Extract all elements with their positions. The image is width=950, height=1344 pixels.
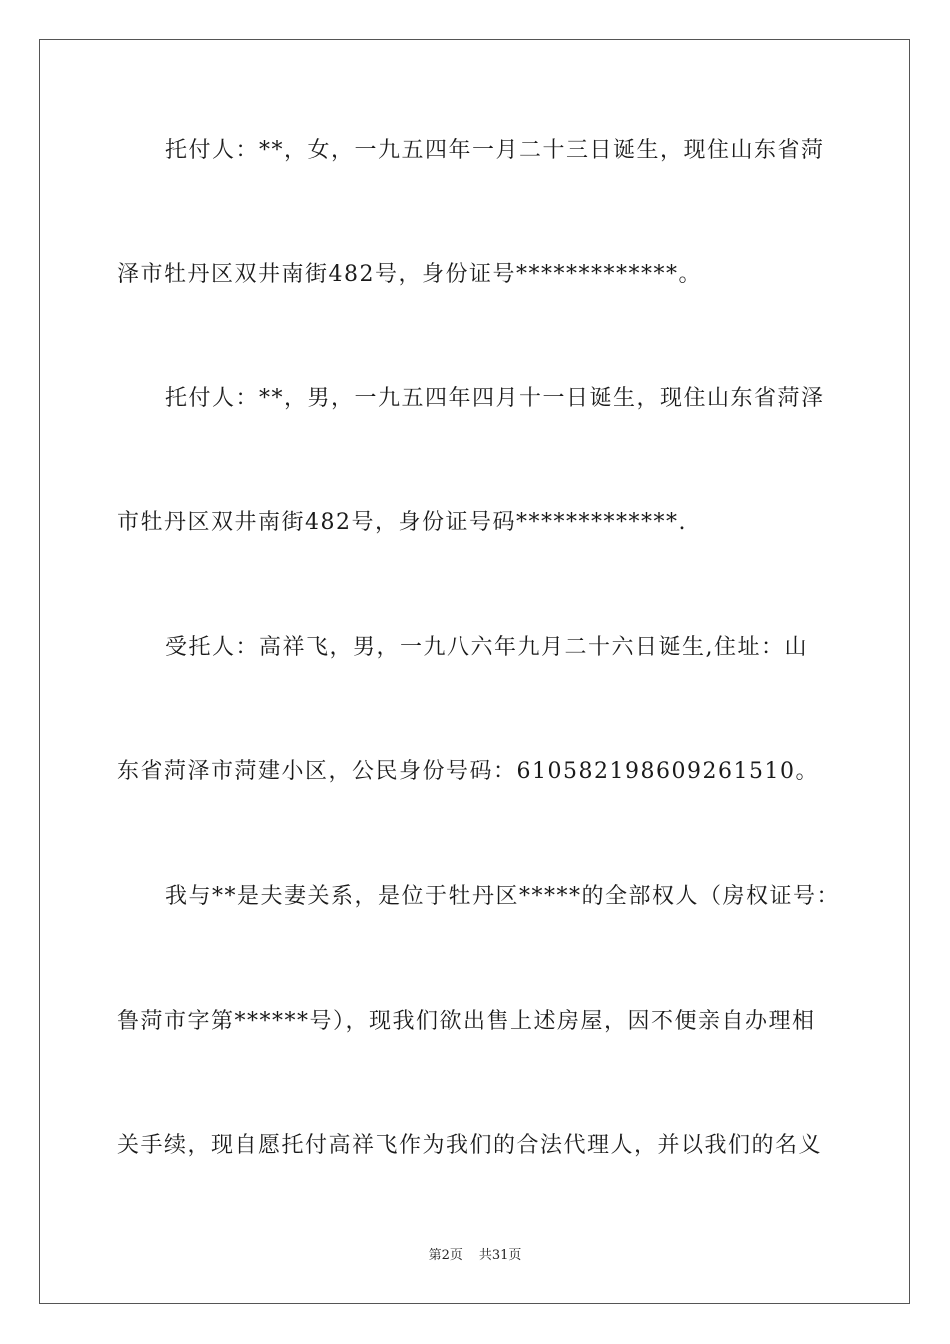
paragraph-line-2: 泽市牡丹区双井南街482号，身份证号*************。: [117, 262, 702, 287]
paragraph-line-6: 东省菏泽市菏建小区，公民身份号码：610582198609261510。: [117, 759, 819, 784]
paragraph-line-8: 鲁菏市字第******号），现我们欲出售上述房屋，因不便亲自办理相: [117, 1009, 816, 1034]
paragraph-line-7: 我与**是夫妻关系，是位于牡丹区*****的全部权人（房权证号：: [165, 884, 841, 909]
paragraph-line-4: 市牡丹区双井南街482号，身份证号码*************.: [117, 510, 687, 535]
total-pages: 共31页: [478, 1248, 522, 1263]
paragraph-line-9: 关手续，现自愿托付高祥飞作为我们的合法代理人，并以我们的名义: [117, 1133, 823, 1158]
paragraph-line-3: 托付人：**，男，一九五四年四月十一日诞生，现住山东省菏泽: [165, 386, 825, 411]
page-border: [39, 39, 910, 1304]
page-number: 第2页: [428, 1248, 463, 1263]
paragraph-line-1: 托付人：**，女，一九五四年一月二十三日诞生，现住山东省菏: [165, 138, 825, 163]
paragraph-line-5: 受托人：高祥飞，男，一九八六年九月二十六日诞生,住址：山: [165, 635, 808, 660]
page-footer: [0, 1247, 950, 1265]
